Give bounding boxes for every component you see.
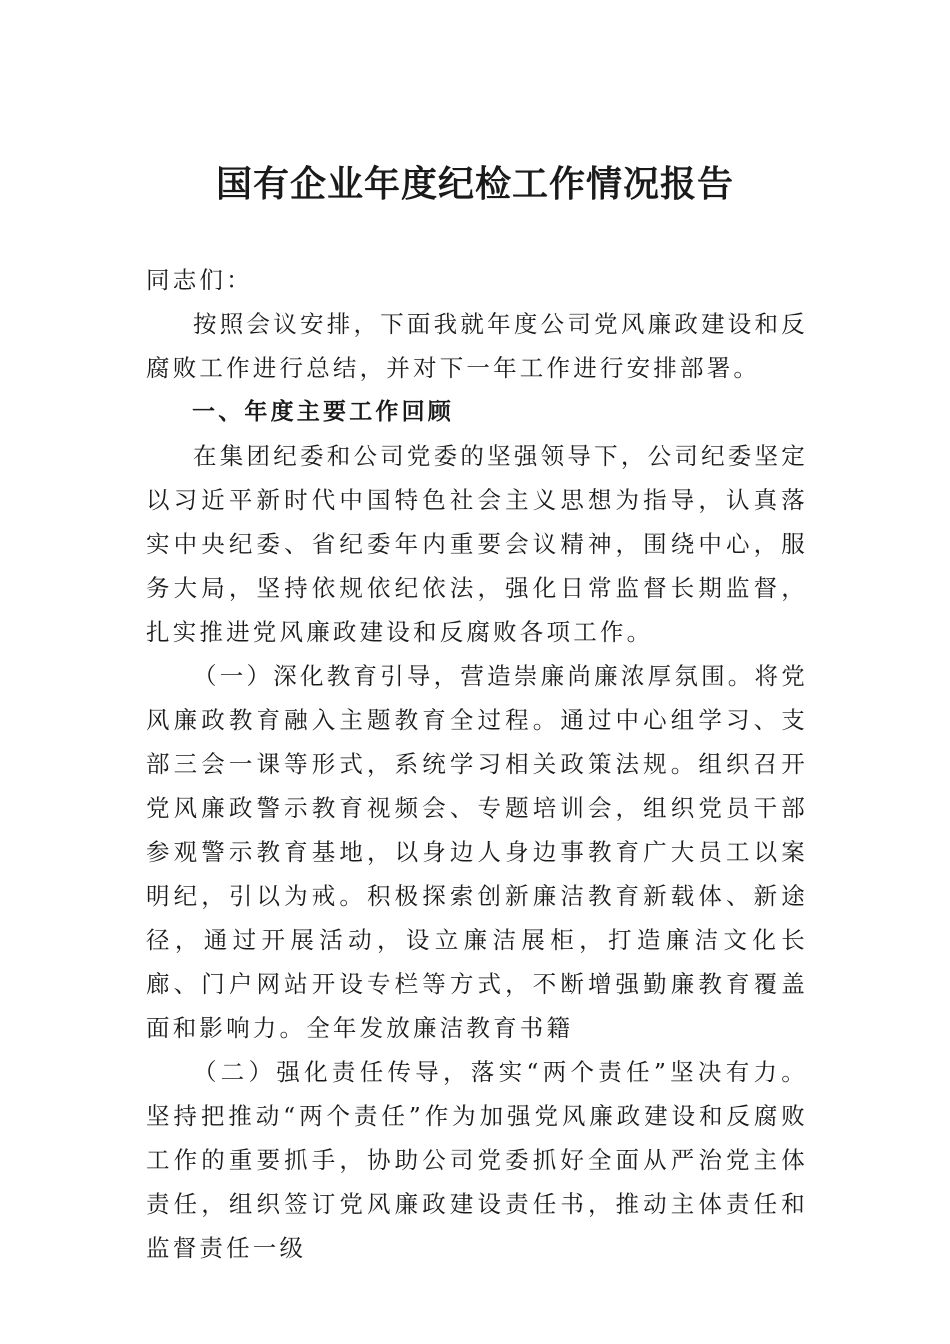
salutation: 同志们： <box>146 266 253 294</box>
document-title: 国有企业年度纪检工作情况报告 <box>215 163 734 205</box>
document-body <box>146 258 808 1270</box>
paragraph-education: （一）深化教育引导，营造崇廉尚廉浓厚氛围。将党风廉政教育融入主题教育全过程。通过中心组学习、支部三会一课等形式，系统学习相关政策法规。组织召开党风廉政警示教育视频会、专题培训会，组织党员干部参观警示教育基地，以身边人身边事教育广大员工以案明纪，引以为戒。积极探索创新廉洁教育新载体、新途径，通过开展活动，设立廉洁展柜，打造廉洁文化长廊、门户网站开设专栏等方式，不断增强勤廉教育覆盖面和影响力。全年发放廉洁教育书籍 <box>146 662 808 1042</box>
paragraph-responsibility: （二）强化责任传导，落实“两个责任”坚决有力。坚持把推动“两个责任”作为加强党风廉政建设和反腐败工作的重要抓手，协助公司党委抓好全面从严治党主体责任，组织签订党风廉政建设责任书，推动主体责任和监督责任一级 <box>146 1058 808 1262</box>
section-heading: 一、年度主要工作回顾 <box>192 399 454 425</box>
paragraph-overview: 在集团纪委和公司党委的坚强领导下，公司纪委坚定以习近平新时代中国特色社会主义思想为指导，认真落实中央纪委、省纪委年内重要会议精神，围绕中心，服务大局，坚持依规依纪依法，强化日常监督长期监督，扎实推进党风廉政建设和反腐败各项工作。 <box>146 442 808 646</box>
paragraph-intro: 按照会议安排，下面我就年度公司党风廉政建设和反腐败工作进行总结，并对下一年工作进行安排部署。 <box>146 310 808 382</box>
